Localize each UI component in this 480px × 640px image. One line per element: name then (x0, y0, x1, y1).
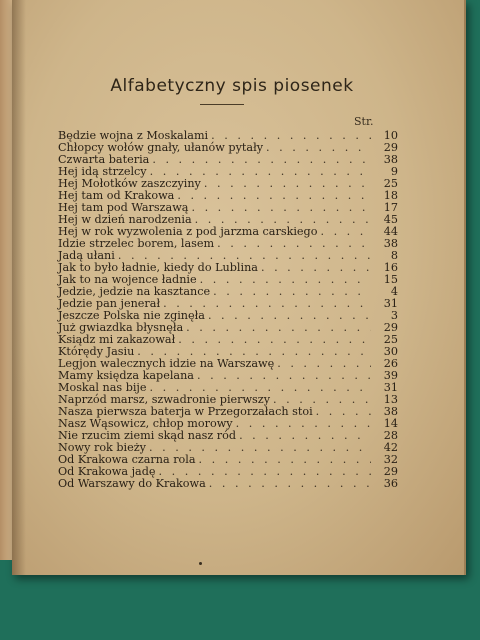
dot-leader (320, 226, 371, 238)
page-number: 29 (383, 141, 398, 154)
page-number: 38 (383, 153, 398, 166)
dot-leader (152, 154, 371, 166)
page-number: 4 (390, 285, 398, 298)
song-title: Hej w dzień narodzenia (58, 213, 192, 226)
song-title: Którędy Jasiu (58, 345, 135, 358)
song-title: Mamy księdza kapelana (58, 369, 194, 382)
song-title: Od Krakowa jadę (58, 465, 156, 478)
page-number: 29 (383, 321, 398, 334)
page-number: 45 (383, 213, 398, 226)
index-entry (58, 478, 398, 490)
page-number: 13 (383, 393, 398, 406)
song-title: Hej idą strzelcy (58, 165, 147, 178)
song-title: Hej Mołotków zaszczyiny (58, 177, 201, 190)
dot-leader (277, 358, 371, 370)
song-title: Idzie strzelec borem, lasem (58, 237, 215, 250)
song-title: Moskal nas bije (58, 381, 147, 394)
dot-leader (177, 190, 371, 202)
page-number: 18 (383, 189, 398, 202)
song-title: Chłopcy wołów gnały, ułanów pytały (58, 141, 264, 154)
page-number: 25 (383, 177, 398, 190)
song-index-list (58, 130, 398, 490)
song-title: Czwarta bateria (58, 153, 150, 166)
song-title: Naprzód marsz, szwadronie pierwszy (58, 393, 271, 406)
dot-leader (200, 274, 371, 286)
page-number: 9 (390, 165, 398, 178)
song-title: Jedzie, jedzie na kasztance (58, 285, 211, 298)
song-title: Nie rzucim ziemi skąd nasz ród (58, 429, 237, 442)
page-number: 29 (383, 465, 398, 478)
song-title: Jeszcze Polska nie zginęła (58, 309, 205, 322)
page-number: 44 (383, 225, 398, 238)
dot-leader (197, 370, 371, 382)
dot-leader (239, 430, 371, 442)
page-title: Alfabetyczny spis piosenek (110, 76, 354, 96)
page-number: 3 (390, 309, 398, 322)
song-title: Nasza pierwsza baterja w Przegorzałach stoi (58, 405, 313, 418)
song-title: Już gwiazdka błysnęła (58, 321, 184, 334)
dot-leader (186, 322, 371, 334)
dot-leader (261, 262, 371, 274)
song-title: Będzie wojna z Moskalami (58, 129, 209, 142)
page-number: 25 (383, 333, 398, 346)
dot-leader (213, 286, 371, 298)
song-title: Hej tam od Krakowa (58, 189, 175, 202)
song-title: Hej w rok wyzwolenia z pod jarzma carskiego (58, 225, 318, 238)
dot-leader (204, 178, 371, 190)
page-number: 14 (383, 417, 398, 430)
dot-leader (191, 202, 371, 214)
page-number: 31 (383, 297, 398, 310)
song-title: Jedzie pan jenerał (58, 297, 161, 310)
dot-leader (178, 334, 371, 346)
page-number: 15 (383, 273, 398, 286)
page-number: 16 (383, 261, 398, 274)
page-number: 28 (383, 429, 398, 442)
song-title: Legjon walecznych idzie na Warszawę (58, 357, 275, 370)
song-title: Ksiądz mi zakazował (58, 333, 176, 346)
dot-leader (266, 142, 371, 154)
page-number: 31 (383, 381, 398, 394)
song-title: Jak to na wojence ładnie (58, 273, 197, 286)
song-title: Hej tam pod Warszawą (58, 201, 189, 214)
page-number: 30 (383, 345, 398, 358)
page-number: 26 (383, 357, 398, 370)
title-underline (200, 104, 244, 105)
page-number: 36 (383, 477, 398, 490)
page-number: 17 (383, 201, 398, 214)
dot-leader (316, 406, 371, 418)
song-title: Nowy rok bieży (58, 441, 146, 454)
page-mark (199, 562, 202, 565)
song-title: Jadą ułani (58, 249, 115, 262)
page-number: 8 (390, 249, 398, 262)
dot-leader (236, 418, 371, 430)
page-number: 39 (383, 369, 398, 382)
dot-leader (208, 310, 371, 322)
page-number: 38 (383, 405, 398, 418)
page-number: 38 (383, 237, 398, 250)
book-page (12, 0, 466, 575)
song-title: Jak to było ładnie, kiedy do Lublina (58, 261, 258, 274)
dot-leader (209, 478, 371, 490)
page-number: 42 (383, 441, 398, 454)
song-title: Od Krakowa czarna rola (58, 453, 196, 466)
page-number: 10 (383, 129, 398, 142)
page-column-label: Str. (354, 115, 374, 128)
song-title: Od Warszawy do Krakowa (58, 477, 206, 490)
dot-leader (217, 238, 371, 250)
song-title: Nasz Wąsowicz, chłop morowy (58, 417, 233, 430)
page-number: 32 (383, 453, 398, 466)
dot-leader (199, 454, 371, 466)
